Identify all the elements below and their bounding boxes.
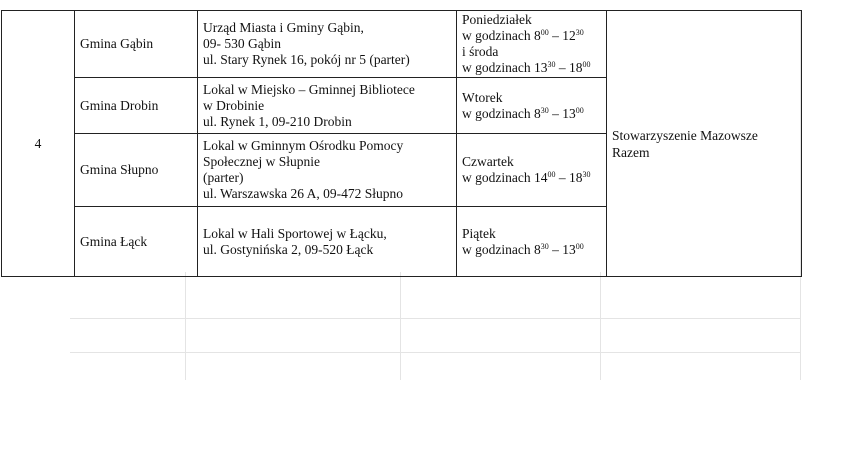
location-cell	[198, 78, 457, 134]
location-line: w Drobinie	[203, 97, 265, 113]
schedule-day: i środa	[462, 44, 499, 59]
schedule-day: Piątek	[462, 225, 496, 241]
location-cell	[198, 207, 457, 277]
location-line: ul. Warszawska 26 A, 09-472 Słupno	[203, 186, 404, 201]
schedule-hours: w godzinach $14^{00} - 18^{30}$	[462, 170, 591, 185]
schedule-day: Poniedziałek	[462, 12, 532, 27]
row-number: 4	[34, 135, 42, 151]
gmina-cell	[75, 78, 198, 134]
location-line: ul. Rynek 1, 09-210 Drobin	[203, 113, 352, 129]
location-line: (parter)	[203, 170, 244, 185]
location-line: Lokal w Gminnym Ośrodku Pomocy	[203, 138, 404, 153]
organization-name: Stowarzyszenie Mazowsze	[612, 127, 758, 143]
schedule-cell	[457, 11, 607, 78]
schedule-day: Czwartek	[462, 154, 514, 169]
schedule-cell	[457, 134, 607, 207]
gmina-name: Gmina Gąbin	[80, 36, 154, 51]
schedule-hours: w godzinach $8^{30} - 13^{00}$	[462, 241, 584, 257]
table-row	[2, 11, 802, 78]
location-line: ul. Gostynińska 2, 09-520 Łąck	[203, 241, 374, 257]
location-line: Lokal w Miejsko – Gminnej Bibliotece	[203, 81, 415, 97]
organization-cell	[607, 11, 802, 277]
gmina-cell	[75, 207, 198, 277]
schedule-hours: w godzinach $8^{30} - 13^{00}$	[462, 105, 584, 121]
location-cell	[198, 134, 457, 207]
gmina-name: Gmina Drobin	[80, 97, 159, 113]
schedule-hours: w godzinach $8^{00} - 12^{30}$	[462, 28, 584, 43]
location-cell	[198, 11, 457, 78]
row-number-cell	[2, 11, 75, 277]
location-line: Urząd Miasta i Gminy Gąbin,	[203, 20, 364, 35]
schedule-cell	[457, 78, 607, 134]
gmina-name: Gmina Słupno	[80, 162, 159, 177]
location-line: Lokal w Hali Sportowej w Łącku,	[203, 225, 387, 241]
gmina-cell	[75, 134, 198, 207]
location-line: 09- 530 Gąbin	[203, 36, 281, 51]
gmina-cell	[75, 11, 198, 78]
schedule-day: Wtorek	[462, 89, 503, 105]
schedule-table	[1, 10, 802, 277]
schedule-hours: w godzinach $13^{30} - 18^{00}$	[462, 60, 591, 75]
gmina-name: Gmina Łąck	[80, 233, 148, 249]
location-line: Społecznej w Słupnie	[203, 154, 320, 169]
organization-name: Razem	[612, 144, 650, 160]
location-line: ul. Stary Rynek 16, pokój nr 5 (parter)	[203, 52, 410, 67]
schedule-cell	[457, 207, 607, 277]
